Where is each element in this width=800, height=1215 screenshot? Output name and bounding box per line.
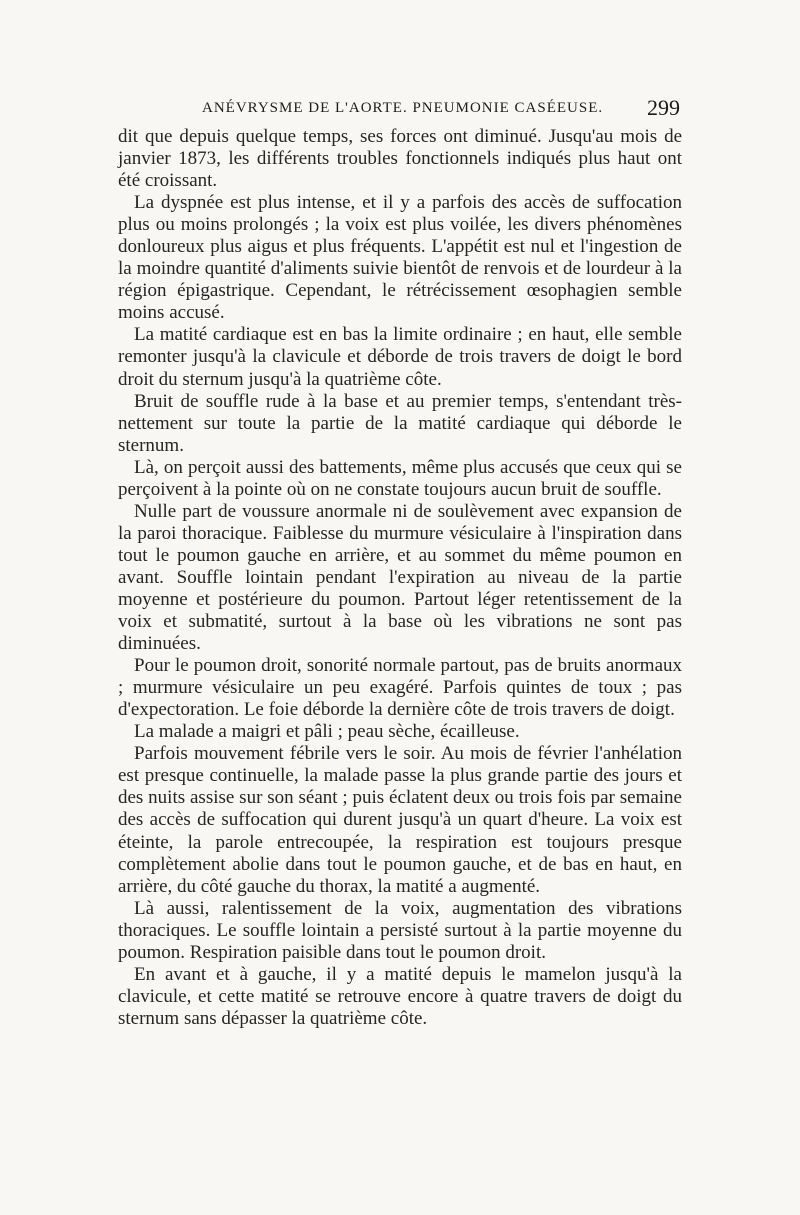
paragraph-right-lung: Pour le poumon droit, sonorité normale partout, pas de bruits anormaux ; murmure vésiculaire un peu exagéré. Parfois quintes de toux ; pas d'expectoration. Le foie déborde la dernière côte de trois travers de doigt. bbox=[118, 655, 682, 721]
body-text bbox=[118, 126, 682, 1146]
running-head bbox=[118, 96, 680, 124]
paragraph-cardiac-dullness: La matité cardiaque est en bas la limite ordinaire ; en haut, elle semble remonter jusqu'à la clavicule et déborde de trois travers de doigt le bord droit du sternum jusqu'à la quatrième côte. bbox=[118, 324, 682, 390]
running-title: ANÉVRYSME DE L'AORTE. PNEUMONIE CASÉEUSE. bbox=[202, 100, 604, 116]
paragraph-general-state: La malade a maigri et pâli ; peau sèche, écailleuse. bbox=[134, 721, 520, 743]
page-number: 299 bbox=[647, 95, 680, 120]
paragraph-continuation: dit que depuis quelque temps, ses forces ont diminué. Jusqu'au mois de janvier 1873, les différents troubles fonctionnels indiqués plus haut ont été croissant. bbox=[118, 126, 682, 192]
paragraph-thorax-exam: Nulle part de voussure anormale ni de soulèvement avec expansion de la paroi thoracique. Faiblesse du murmure vésiculaire à l'inspiration dans tout le poumon gauche en arrière, et au sommet du même poumon en avant. Souffle lointain pendant l'expiration au niveau de la partie moyenne et postérieure du poumon. Partout léger retentissement de la voix et submatité, surtout à la base où les vibrations ne sont pas diminuées. bbox=[118, 500, 682, 655]
paragraph-left-anterior: En avant et à gauche, il y a matité depuis le mamelon jusqu'à la clavicule, et cette matité se retrouve encore à quatre travers de doigt du sternum sans dépasser la quatrième côte. bbox=[118, 963, 682, 1029]
paragraph-voice-vibrations: Là aussi, ralentissement de la voix, augmentation des vibrations thoraciques. Le souffle lointain a persisté surtout à la partie moyenne du poumon. Respiration paisible dans tout le poumon droit. bbox=[118, 897, 682, 963]
paragraph-murmur: Bruit de souffle rude à la base et au premier temps, s'entendant très-nettement sur toute la partie de la matité cardiaque qui déborde le sternum. bbox=[118, 390, 682, 456]
paragraph-pulsations: Là, on perçoit aussi des battements, même plus accusés que ceux qui se perçoivent à la pointe où on ne constate toujours aucun bruit de souffle. bbox=[118, 456, 682, 500]
paragraph-fever-suffocation: Parfois mouvement fébrile vers le soir. Au mois de février l'anhélation est presque continuelle, la malade passe la plus grande partie des jours et des nuits assise sur son séant ; puis éclatent deux ou trois fois par semaine des accès de suffocation qui durent jusqu'à un quart d'heure. La voix est éteinte, la parole entrecoupée, la respiration est toujours presque complètement abolie dans tout le poumon gauche, et de bas en haut, en arrière, du côté gauche du thorax, la matité a augmenté. bbox=[118, 743, 682, 897]
paragraph-dyspnea: La dyspnée est plus intense, et il y a parfois des accès de suffocation plus ou moins prolongés ; la voix est plus voilée, les divers phénomènes donloureux plus aigus et plus fréquents. L'appétit est nul et l'ingestion de la moindre quantité d'aliments suivie bientôt de renvois et de lourdeur à la région épigastrique. Cependant, le rétrécissement œsophagien semble moins accusé. bbox=[118, 192, 682, 324]
